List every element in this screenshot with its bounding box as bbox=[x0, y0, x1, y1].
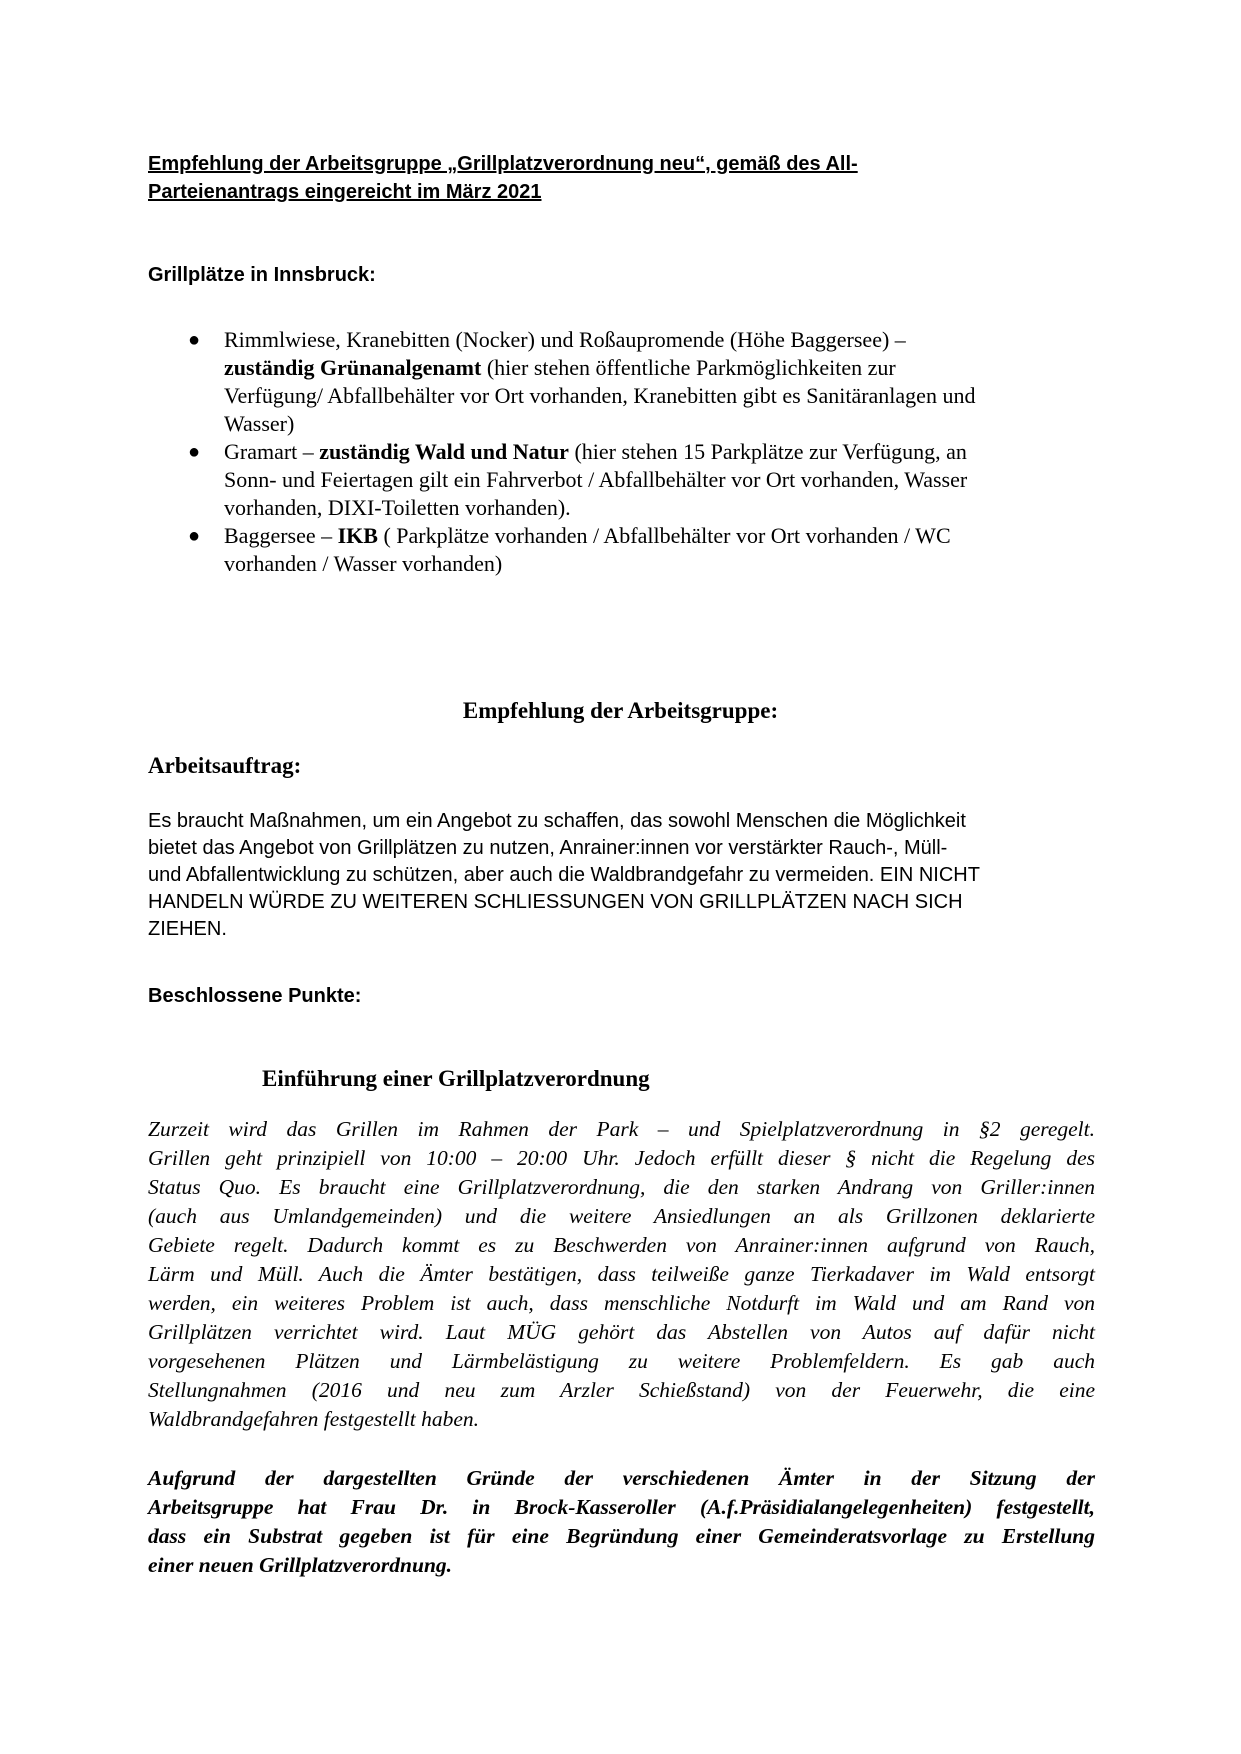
einfuehrung-paragraph: Zurzeit wird das Grillen im Rahmen der Park – und Spielplatzverordnung in §2 geregelt. Grillen geht prinzipiell von 10:00 – 20:00 Uhr. Jedoch erfüllt dieser § nicht die Regelung des Status Quo. Es braucht eine Grillplatzverordnung, die den starken Andrang von Griller:innen (auch aus Umlandgemeinden) und die weitere Ansiedlungen an als Grillzonen deklarierte Gebiete regelt. Dadurch kommt es zu Beschwerden von Anrainer:innen aufgrund von Rauch, Lärm und Müll. Auch die Ämter bestätigen, dass teilweiße ganze Tierkadaver im Wald entsorgt werden, ein weiteres Problem ist auch, dass menschliche Notdurft im Wald und am Rand von Grillplätzen verrichtet wird. Laut MÜG gehört das Abstellen von Autos auf dafür nicht vorgesehenen Plätzen und Lärmbelästigung zu weitere Problemfeldern. Es gab auch Stellungnahmen (2016 und neu zum Arzler Schießstand) von der Feuerwehr, die eine Waldbrandgefahren festgestellt haben. bbox=[148, 1117, 1095, 1431]
arbeitsauftrag-body: Es braucht Maßnahmen, um ein Angebot zu schaffen, das sowohl Menschen die Möglichkeit bietet das Angebot von Grillplätzen zu nutzen, Anrainer:innen vor verstärkter Rauch-, Müll- und Abfallentwicklung zu schützen, aber auch die Waldbrandgefahr zu vermeiden. EIN NICHT HANDELN WÜRDE ZU WEITEREN SCHLIESSUNGEN VON GRILLPLÄTZEN NACH SICH ZIEHEN. bbox=[148, 810, 980, 940]
list-item: ● Rimmlwiese, Kranebitten (Nocker) und Roßaupromende (Höhe Baggersee) – zuständig Grünanalgenamt (hier stehen öffentliche Parkmöglichkeiten zur Verfügung/ Abfallbehälter vor Ort vorhanden, Kranebitten gibt es Sanitäranlagen und Wasser) bbox=[188, 327, 976, 436]
bullet-icon: ● bbox=[188, 525, 201, 547]
arbeitsauftrag-heading: Arbeitsauftrag: bbox=[148, 753, 302, 778]
list-item: ● Gramart – zuständig Wald und Natur (hier stehen 15 Parkplätze zur Verfügung, an Sonn- und Feiertagen gilt ein Fahrverbot / Abfallbehälter vor Ort vorhanden, Wasser vorhanden, DIXI-Toiletten vorhanden). bbox=[188, 439, 968, 520]
list-item: ● Baggersee – IKB ( Parkplätze vorhanden / Abfallbehälter vor Ort vorhanden / WC vorhanden / Wasser vorhanden) bbox=[188, 523, 951, 576]
einfuehrung-heading: Einführung einer Grillplatzverordnung bbox=[262, 1066, 650, 1091]
conclusion-paragraph: Aufgrund der dargestellten Gründe der verschiedenen Ämter in der Sitzung der Arbeitsgruppe hat Frau Dr. in Brock-Kasseroller (A.f.Präsidialangelegenheiten) festgestellt, dass ein Substrat gegeben ist für eine Begründung einer Gemeinderatsvorlage zu Erstellung einer neuen Grillplatzverordnung. bbox=[148, 1466, 1095, 1577]
bullet-icon: ● bbox=[188, 441, 201, 463]
bullet-icon: ● bbox=[188, 329, 201, 351]
empfehlung-heading: Empfehlung der Arbeitsgruppe: bbox=[462, 698, 779, 723]
document-title bbox=[148, 150, 1108, 206]
beschlossene-heading: Beschlossene Punkte: bbox=[148, 985, 362, 1007]
title-line-2: Parteienantrags eingereicht im März 2021 bbox=[148, 181, 542, 203]
grillplatz-list bbox=[148, 326, 1098, 578]
title-line-1: Empfehlung der Arbeitsgruppe „Grillplatzverordnung neu“, gemäß des All- bbox=[148, 153, 858, 175]
grillplaetze-heading: Grillplätze in Innsbruck: bbox=[148, 264, 376, 286]
